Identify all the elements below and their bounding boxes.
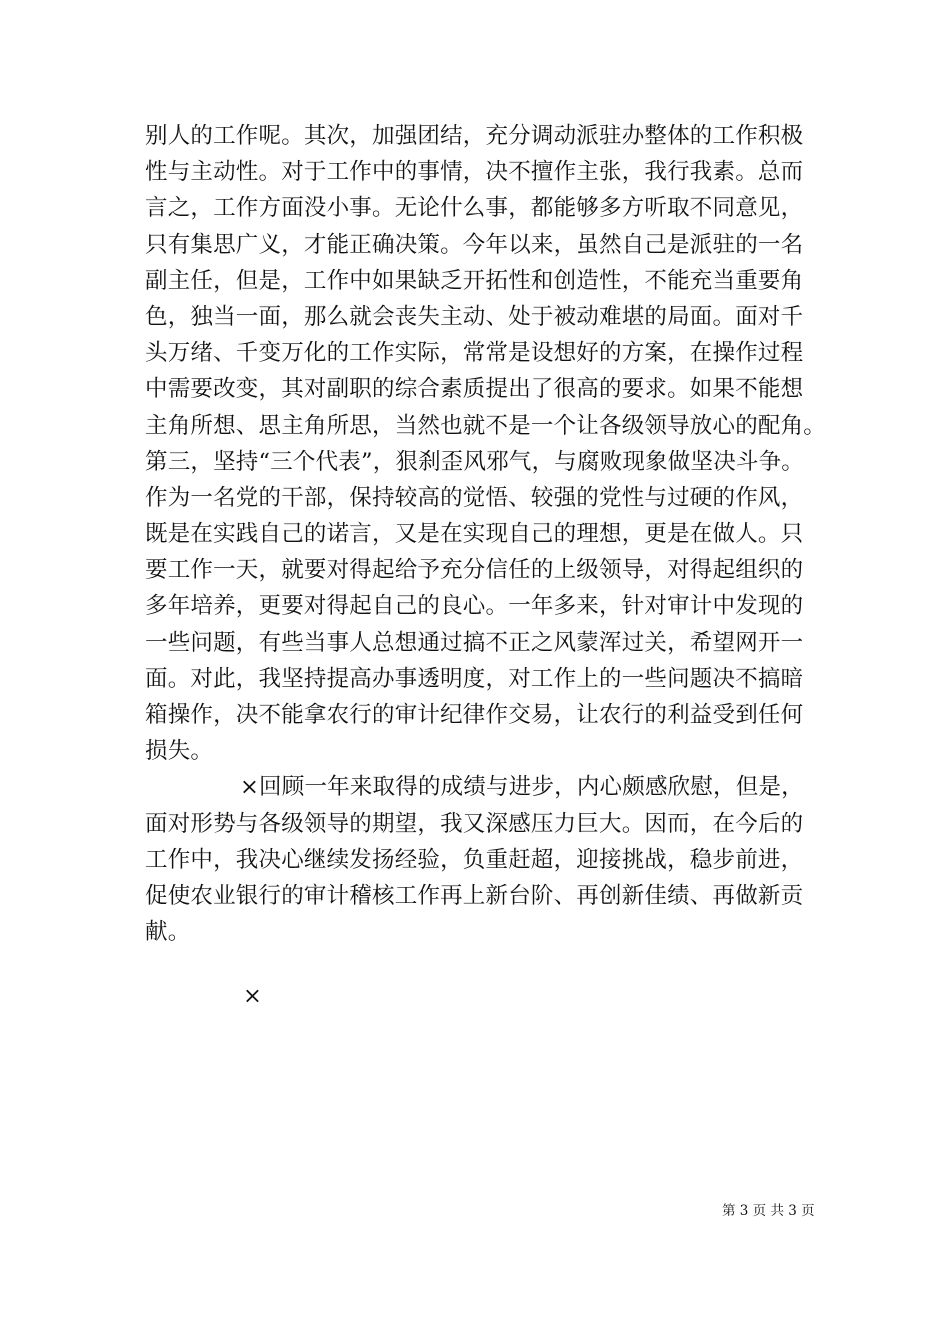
text-line: 头万绪、千变万化的工作实际，常常是设想好的方案，在操作过程 (145, 340, 804, 367)
text-line: 性与主动性。对于工作中的事情，决不擅作主张，我行我素。总而 (145, 159, 804, 186)
text-line: 主角所想、思主角所思，当然也就不是一个让各级领导放心的配角。 (145, 412, 827, 439)
text-line: 面。对此，我坚持提高办事透明度，对工作上的一些问题决不搞暗 (145, 665, 804, 692)
text-line: 色，独当一面，那么就会丧失主动、处于被动难堪的局面。面对千 (145, 303, 804, 330)
text-line: 工作中，我决心继续发扬经验，负重赶超，迎接挑战，稳步前进， (145, 846, 804, 873)
text-line: 别人的工作呢。其次，加强团结，充分调动派驻办整体的工作积极 (145, 123, 804, 149)
text-line: 一些问题，有些当事人总想通过搞不正之风蒙浑过关，希望网开一 (145, 629, 804, 656)
text-line: 多年培养，更要对得起自己的良心。一年多来，针对审计中发现的 (145, 593, 804, 620)
text-line: 箱操作，决不能拿农行的审计纪律作交易，让农行的利益受到任何 (145, 702, 804, 728)
paragraph-first-line: ×回顾一年来取得的成绩与进步，内心颇感欣慰，但是， (240, 774, 804, 801)
text-line: 既是在实践自己的诺言，又是在实现自己的理想，更是在做人。只 (145, 521, 804, 548)
text-line: 要工作一天，就要对得起给予充分信任的上级领导，对得起组织的 (145, 557, 804, 584)
text-line: 损失。 (145, 738, 214, 765)
body-text (145, 118, 835, 950)
text-line: 副主任，但是，工作中如果缺乏开拓性和创造性，不能充当重要角 (145, 267, 804, 294)
text-line: 献。 (145, 919, 191, 946)
text-line: 言之，工作方面没小事。无论什么事，都能够多方听取不同意见， (145, 195, 804, 222)
text-line: 作为一名党的干部，保持较高的觉悟、较强的党性与过硬的作风， (145, 484, 804, 511)
text-line: 促使农业银行的审计稽核工作再上新台阶、再创新佳绩、再做新贡 (145, 882, 804, 909)
text-line: 面对形势与各级领导的期望，我又深感压力巨大。因而，在今后的 (145, 810, 804, 837)
text-line: 第三，坚持“三个代表”，狠刹歪风邪气，与腐败现象做坚决斗争。 (145, 448, 805, 475)
end-mark: × (243, 983, 262, 1009)
text-line: 中需要改变，其对副职的综合素质提出了很高的要求。如果不能想 (145, 376, 804, 403)
text-line: 只有集思广义，才能正确决策。今年以来，虽然自己是派驻的一名 (145, 231, 804, 258)
page-number-footer: 第 3 页 共 3 页 (722, 1203, 815, 1219)
